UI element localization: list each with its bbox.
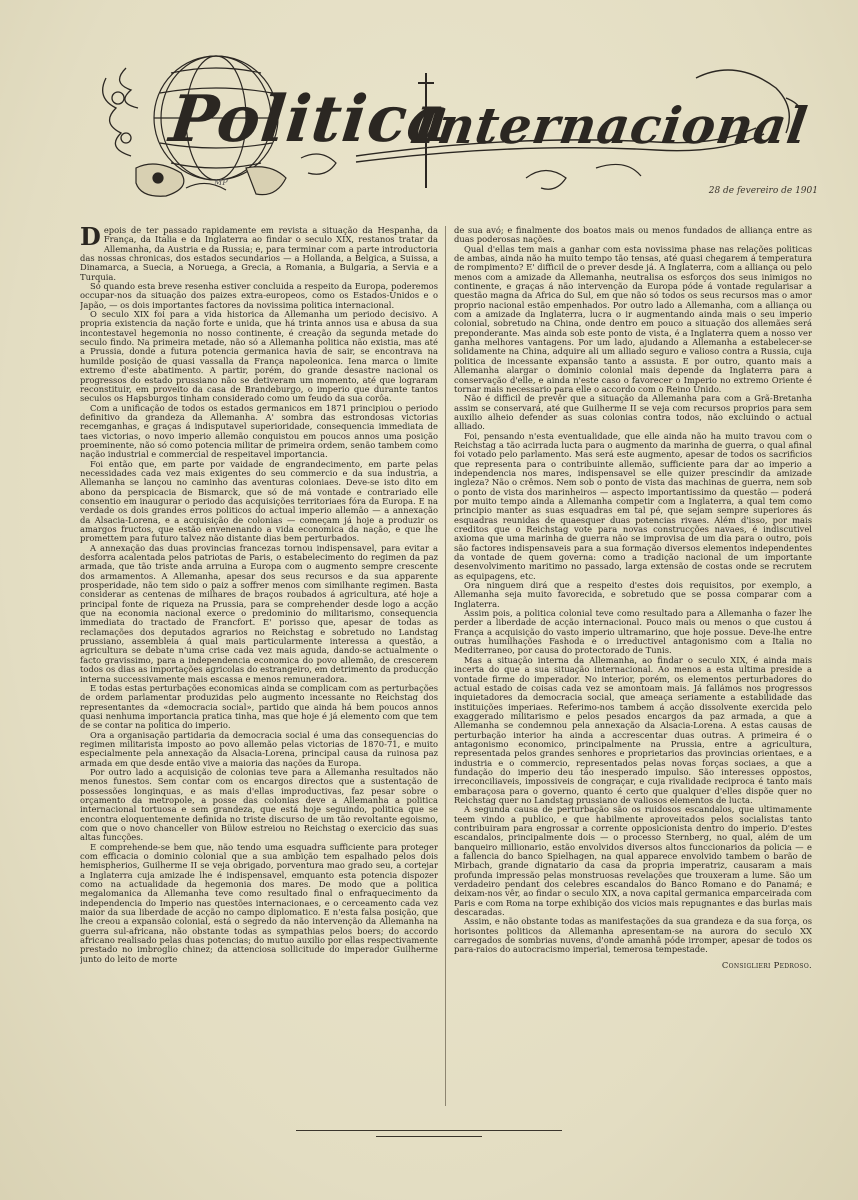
article-column-right <box>454 226 812 1111</box>
article-paragraph: E todas estas perturbações economicas ainda se complicam com as perturbações de ordem parlamentar produzidas pelo augmento incessante no Reichstag dos representantes da «democracia social», partido que ainda há bem poucos annos quasi nenhuma importancia pratica tinha, mas que hoje é já elemento com que tem de se contar na politica do imperio. <box>80 682 438 731</box>
article-paragraph: Assim, e não obstante todas as manifestações da sua grandeza e da sua força, os horisontes politicos da Allemanha apresentam-se na aurora do seculo XX carregados de sombrias nuvens, d'onde amanhã póde irromper, apesar de todos os para-raios do autocracismo imperial, temerosa tempestade. <box>454 916 812 955</box>
article-paragraph: Por outro lado a acquisição de colonias teve para a Allemanha resultados não menos funestos. Sem contar com os encargos directos que a sustentação de possessões longinquas, e as mais d'ellas improductivas, faz pesar sobre o orçamento da metropole, a posse das colonias deve a Allemanha a politica internacional tortuosa e sem grandeza, que está hoje seguindo, politica que se encontra eloquentemente definida no triste discurso de um tão revoltante egoismo, com que o novo chanceller von Bülow estreiou no Reichstag o exercicio das suas altas funcções. <box>80 766 438 843</box>
article-paragraph: Foi então que, em parte por vaidade de engrandecimento, em parte pelas necessidades cada vez mais exigentes do seu commercio e da sua industria, a Allemanha se lançou no caminho das aventuras coloniaes. Deve-se isto dito em abono da perspicacia de Bismarck, que só de má vontade e contrariado elle consentio em inaugurar o periodo das acquisições territoriaes fóra da Europa. E na verdade os dois grandes erros politicos do actual imperio allemão — a annexação da Alsacia-Lorena, e a acquisição de colonias — começam já hoje a produzir os amargos fructos, que estão envenenando a vida economica da nação, e que lhe promettem para futuro talvez não distante dias bem perturbados. <box>80 458 438 544</box>
article-paragraph: Assim pois, a politica colonial teve como resultado para a Allemanha o fazer lhe perder a liberdade de acção internacional. Pouco mais ou menos o que custou á França a acquisição do vasto imperio ultramarino, que hoje possue. Deve-lhe entre outras humilhações Fashoda e o irreductivel antagonismo com a Italia no Mediterraneo, por causa do protectorado de Tunis. <box>454 608 812 656</box>
title-internacional: Internacional <box>409 96 812 155</box>
publication-date: 28 de fevereiro de 1901 <box>708 186 818 196</box>
column-divider <box>445 226 446 1106</box>
article-paragraph: Só quando esta breve resenha estiver concluida a respeito da Europa, poderemos occupar-nos da situação dos paizes extra-europeos, como os Estados-Unidos e o Japão, — os dois importantes factores da novissima politica internacional. <box>80 281 438 310</box>
article-paragraph: Depois de ter passado rapidamente em revista a situação da Hespanha, da França, da Italia e da Inglaterra ao findar o seculo XIX, restanos tratar da Allemanha, da Austria e da Russia; e, para terminar com a parte introductoria das nossas chronicas, dos estados secundarios — a Hollanda, a Belgica, a Suissa, a Dinamarca, a Suecia, a Noruega, a Grecia, a Romania, a Bulgaria, a Servia e a Turquia. <box>80 226 438 282</box>
title-politica: Politica <box>166 82 454 157</box>
article-paragraph: Qual d'ellas tem mais a ganhar com esta novissima phase nas relações politicas de ambas, ainda não ha muito tempo tão tensas, até quasi chegarem á temperatura de rompimento? E' difficil de o prever desde já. A Inglaterra, com a alliança ou pelo menos com a amizade da Allemanha, neutralisa os esforços dos seus inimigos no continente, e graças á não intervenção da Europa póde á vontade regularisar a questão magna da Africa do Sul, em que não só todos os seus recursos mas o amor proprio nacional estão empenhados. Por outro lado a Allemanha, com a alliança ou com a amizade da Inglaterra, lucra o ir augmentando ainda mais o seu imperio colonial, sobretudo na China, onde dentro em pouco a situação dos allemães será preponderante. Mas ainda sob este ponto de vista, é a Inglaterra quem a nosso ver ganha melhores vantagens. Por um lado, ajudando a Allemanha a estabelecer-se solidamente na China, adquire ali um alliado seguro e valioso contra a Russia, cuja politica de incessante expansão tanto a assusta. E por outro, quanto mais a Allemanha alargar o dominio colonial mais depende da Inglaterra para a conservação d'elle, e ainda n'este caso o favorecer o Imperio no extremo Oriente é tornar mais necessario para elle o accordo com o Reino Unido. <box>454 243 812 394</box>
end-rule <box>296 1130 562 1131</box>
article-column-left <box>80 226 438 1111</box>
article-paragraph: de sua avó; e finalmente dos boatos mais ou menos fundados de alliança entre as duas poderosas nações. <box>454 226 812 245</box>
left-scroll-ornament <box>103 68 138 156</box>
end-rule-short <box>376 1136 482 1137</box>
article-paragraph: Foi, pensando n'esta eventualidade, que elle ainda não ha muito travou com o Reichstag a tão acirrada lucta para o augmento da marinha de guerra, o qual afinal foi votado pelo parlamento. Mas será este augmento, apesar de todos os sacrificios que representa para o contribuinte allemão, sufficiente para dar ao imperio a independencia nos mares, indispensavel se elle quizer prescindir da amizade ingleza? Não o crêmos. Nem sob o ponto de vista das machinas de guerra, nem sob o ponto de vista dos marinheiros — aspecto importantissimo da questão — poderá por muito tempo ainda a Allemanha competir com a Inglaterra, a qual tem como principio manter as suas esquadras em tal pé, que sejam sempre superiores ás esquadras reunidas de quaesquer duas potencias rivaes. Além d'isso, por mais creditos que o Reichstag vote para novas construcções navaes, é indiscutivel axioma que uma marinha de guerra não se improvisa de um dia para o outro, pois são factores indispensaveis para a sua formação diversos elementos independentes da vontade de quem governa: como a tradição nacional de um importante desenvolvimento maritimo no passado, larga extensão de costas onde se recrutem as equipagens, etc. <box>454 430 812 581</box>
artist-mark: MP <box>214 178 228 187</box>
bottom-curls <box>301 154 641 189</box>
article-paragraph: Ora ninguem dirá que a respeito d'estes dois requisitos, por exemplo, a Allemanha seja muito favorecida, e sobretudo que se possa comparar com a Inglaterra. <box>454 580 812 609</box>
article-paragraph: O seculo XIX foi para a vida historica da Allemanha um periodo decisivo. A propria existencia da nação forte e unida, que há trinta annos usa e abusa da sua incontestavel hegemonia no nosso continente, é creação da segunda metade do seculo findo. Na primeira metade, não só a Allemanha politica não existia, mas até a Prussia, donde a futura potencia germanica havia de sair, se encontrava na humilde posição de quasi vassalla da França napoleonica. Iena marca o limite extremo d'este abatimento. A partir, porém, do grande desastre nacional os progressos do estado prussiano não se detiveram um momento, até que lograram reconstituir, em proveito da casa de Brandeburgo, o imperio que durante tantos seculos os Hapsburgos tinham considerado como um feudo da sua corôa. <box>80 309 438 404</box>
drop-cap: D <box>80 226 101 251</box>
article-paragraph: Mas a situação interna da Allemanha, ao findar o seculo XIX, é ainda mais incerta do que a sua situação internacional. Ao menos a esta ultima preside a vontade firme do imperador. No interior, porém, os elementos perturbadores do actual estado de coisas cada vez se amontoam mais. Já fallámos nos progressos inquietadores da democracia social, que ameaça seriamente a estabilidade das instituições imperiaes. Referimo-nos tambem á acção dissolvente exercida pelo exaggerado militarismo e pelos pesados encargos da paz armada, a que a Allemanha se condemnou pela annexação da Alsacia-Lorena. A estas causas de perturbação interior ha ainda a accrescentar duas outras. A primeira é o antagonismo economico, principalmente na Prussia, entre a agricultura, representada pelos grandes senhores e proprietarios das provincias orientaes, e a industria e o commercio, representados pelas novas forças sociaes, a que a fundação do imperio deu tão inesperado impulso. São interesses oppostos, irreconciliaveis, impossiveis de congraçar, e cuja rivalidade reciproca é tanto mais embaraçosa para o governo, quanto é certo que qualquer d'elles dispõe quer no Reichstag quer no Landstag prussiano de valiosos elementos de lucta. <box>454 654 812 805</box>
article-paragraph: Ora a organisação partidaria da democracia social é uma das consequencias do regimen militarista imposto ao povo allemão pelas victorias de 1870-71, e muito especialmente pela annexação da Alsacia-Lorena, principal causa da ruinosa paz armada em que desde então vive a maioria das nações da Europa. <box>80 729 438 768</box>
article-paragraph: A annexação das duas provincias francezas tornou indispensavel, para evitar a desforra acalentada pelos patriotas de Paris, o estabelecimento do regimen da paz armada, que tão triste anda arruina a Europa com o augmento sempre crescente dos armamentos. A Allemanha, apesar dos seus recursos e da sua apparente prosperidade, não tem sido o paiz a soffrer menos com similhante regimen. Basta considerar as centenas de milhares de braços roubados á agricultura, até hoje a principal fonte de riqueza na Prussia, para se comprehender desde logo a acção que na economia nacional exerce o predominio do militarismo, consequencia immediata do tractado de Francfort. E' porisso que, apesar de todas as reclamações dos deputados agrarios no Reichstag e sobretudo no Landstag prussiano, assembleia á qual mais particularmente interessa a questão, a agricultura se debate n'uma crise cada vez mais aguda, dando-se actualmente o facto gravissimo, para a independencia economica do povo allemão, de crescerem todos os dias as importações agricolas do estrangeiro, em detrimento da producção interna successivamente mais escassa e menos remuneradora. <box>80 542 438 684</box>
masthead <box>96 38 816 208</box>
article-paragraph: Não é difficil de prevêr que a situação da Allemanha para com a Grã-Bretanha assim se conservará, até que Guilherme II se veja com recursos proprios para sem auxilio alheio defender as suas colonias contra todos, não excluindo o actual alliado. <box>454 393 812 432</box>
author-signature: Consiglieri Pedroso. <box>721 959 812 970</box>
article-paragraph: A segunda causa de perturbação são os ruidosos escandalos, que ultimamente teem vindo a publico, e que habilmente aproveitados pelos socialistas tanto contribuiram para engrossar a corrente opposicionista dentro do imperio. D'estes escandalos, principalmente dois — o processo Sternberg, no qual, além de um banqueiro millionario, estão envolvidos diversos altos funccionarios da policia — e a fallencia do banco Spielhagen, na qual apparece envolvido tambem o barão de Mirbach, grande dignatario da casa da propria imperatriz, causaram a mais profunda impressão pelas monstruosas revelações que trouxeram a lume. São um verdadeiro pendant dos celebres escandalos do Banco Romano e do Panamá; e deixam-nos vêr, ao findar o seculo XIX, a nova capital germanica emparceirada com Paris e com Roma na torpe exhibição dos vicios mais repugnantes e das burlas mais descaradas. <box>454 804 812 918</box>
article-paragraph: E comprehende-se bem que, não tendo uma esquadra sufficiente para proteger com efficacia o dominio colonial que a sua ambição tem espalhado pelos dois hemispherios, Guilherme II se veja obrigado, porventura mao grado seu, a cortejar a Inglaterra cuja amizade lhe é indispensavel, emquanto esta potencia dispozer como na actualidade da hegemonia dos mares. De modo que a politica megalomanica da Allemanha teve como resultado final o enfraquecimento da independencia do Imperio nas questões internacionaes, e o cerceamento cada vez maior da sua liberdade de acção no campo diplomatico. E n'esta falsa posição, que lhe creou a expansão colonial, está o segredo da não intervenção da Allemanha na guerra sul-africana, não obstante todas as sympathias pelos boers; do accordo africano realisado pelas duas potencias; do mutuo auxilio por ellas respectivamente prestado no imbroglio chinez; da attenciosa sollicitude do imperador Guilherme junto do leito de morte <box>80 841 438 964</box>
article-paragraph: Com a unificação de todos os estados germanicos em 1871 principiou o periodo definitivo da grandeza da Allemanha. A' sombra das estrondosas victorias recemganhas, e graças á indisputavel superioridade, consequencia immediata de taes victorias, o novo imperio allemão conquistou em poucos annos uma posição proeminente, não só como potencia militar de primeira ordem, senão tambem como nação industrial e commercial de respeitavel importancia. <box>80 402 438 460</box>
